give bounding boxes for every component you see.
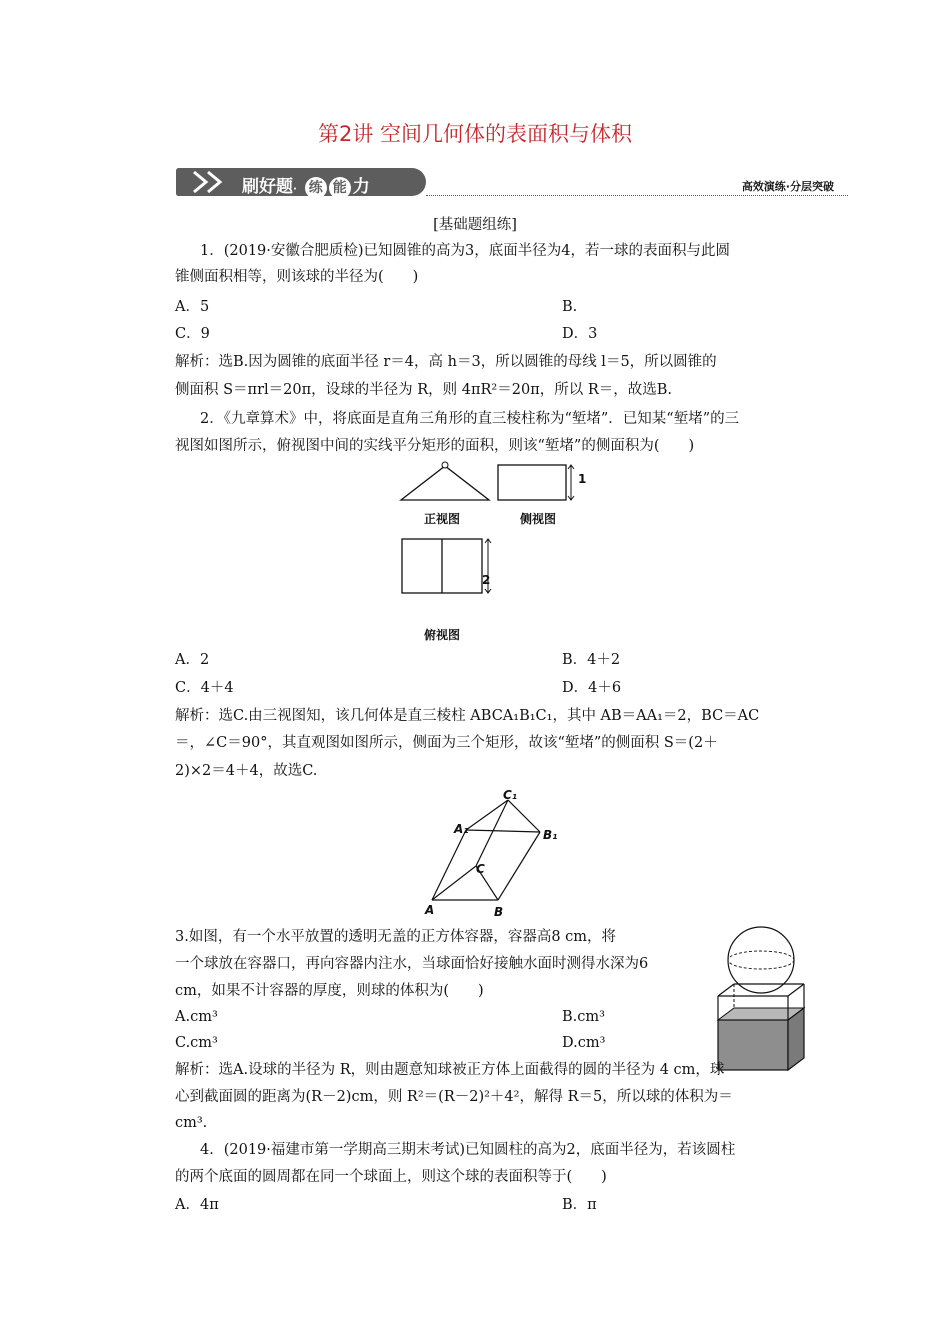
q4-line1: 4．(2019·福建市第一学期高三期末考试)已知圆柱的高为2，底面半径为，若该圆柱	[200, 1142, 736, 1158]
q3-option-b: B.cm³	[562, 1009, 605, 1025]
side-view-rect	[498, 465, 566, 500]
q3-line2: 一个球放在容器口，再向容器内注水，当球面恰好接触水面时测得水深为6	[175, 956, 649, 972]
q2-option-a: A．2	[175, 652, 210, 668]
q3-line3: cm，如果不计容器的厚度，则球的体积为( )	[175, 983, 484, 999]
q1-option-c: C．9	[175, 326, 210, 342]
q2-option-d: D．4＋6	[562, 680, 622, 696]
section-banner	[176, 166, 848, 200]
q4-option-a: A．4π	[175, 1197, 219, 1213]
banner-badge: 能	[329, 177, 351, 199]
q3-answer-line2: 心到截面圆的距离为(R－2)cm，则 R²＝(R－2)²＋4²，解得 R＝5，所以球的体积为＝	[175, 1089, 733, 1105]
top-view-label: 俯视图	[424, 628, 461, 642]
q1-option-b: B.	[562, 299, 578, 315]
q2-line2: 视图如图所示，俯视图中间的实线平分矩形的面积，则该“堑堵”的侧面积为( )	[175, 438, 695, 454]
q1-option-a: A．5	[175, 299, 210, 315]
label-c: C	[476, 862, 485, 876]
q1-line2: 锥侧面积相等，则该球的半径为( )	[175, 269, 419, 285]
double-chevron-icon	[190, 170, 236, 194]
label-b: B	[494, 905, 504, 919]
q2-line1: 2．《九章算术》中，将底面是直角三角形的直三棱柱称为“堑堵”．已知某“堑堵”的三	[200, 411, 740, 427]
top-view-dim: 2	[482, 573, 491, 587]
side-view-dim: 1	[578, 472, 587, 486]
q1-option-d: D．3	[562, 326, 598, 342]
label-a: A	[425, 903, 435, 917]
banner-divider	[426, 195, 848, 196]
front-view-label: 正视图	[424, 512, 461, 526]
q3-answer-line3: cm³.	[175, 1115, 208, 1131]
q3-option-c: C.cm³	[175, 1035, 218, 1051]
section-title: [基础题组练]	[433, 217, 517, 233]
label-c1: C₁	[503, 788, 518, 802]
banner-right-label: 高效演练·分层突破	[741, 180, 834, 193]
top-view-figure	[398, 535, 498, 597]
q3-option-d: D.cm³	[562, 1035, 606, 1051]
q3-option-a: A.cm³	[175, 1009, 218, 1025]
label-a1: A₁	[454, 822, 469, 836]
q4-option-b: B．π	[562, 1197, 597, 1213]
prism-figure	[420, 792, 580, 920]
q1-answer-line2: 侧面积 S＝πrl＝20π，设球的半径为 R，则 4πR²＝20π，所以 R＝，故选B.	[175, 382, 673, 398]
q2-answer-line2: ＝，∠C＝90°，其直观图如图所示，侧面为三个矩形，故该“堑堵”的侧面积 S＝(2＋	[175, 735, 718, 751]
banner-left-label: 刷好题	[242, 177, 293, 197]
front-view-triangle	[401, 466, 489, 500]
banner-badge: 力	[352, 177, 370, 197]
q2-answer-line1: 解析：选C.由三视图知，该几何体是直三棱柱 ABCA₁B₁C₁，其中 AB＝AA₁＝2，BC＝AC	[175, 708, 760, 724]
apex-mark	[442, 462, 448, 468]
banner-label: 刷好题· 练 能 力	[242, 177, 370, 197]
q2-option-c: C．4＋4	[175, 680, 234, 696]
q2-option-b: B．4＋2	[562, 652, 621, 668]
q2-answer-line3: 2)×2＝4＋4，故选C.	[175, 763, 318, 779]
label-b1: B₁	[543, 828, 558, 842]
q3-answer-line1: 解析：选A.设球的半径为 R，则由题意知球被正方体上面截得的圆的半径为 4 cm，球	[175, 1062, 725, 1078]
q4-line2: 的两个底面的圆周都在同一个球面上，则这个球的表面积等于( )	[175, 1169, 607, 1185]
q1-line1: 1．(2019·安徽合肥质检)已知圆锥的高为3，底面半径为4，若一球的表面积与此圆	[200, 243, 730, 259]
banner-badge: 练	[305, 177, 327, 199]
cube-sphere-figure	[712, 916, 812, 1076]
q3-line1: 3.如图，有一个水平放置的透明无盖的正方体容器，容器高8 cm，将	[175, 929, 617, 945]
side-view-label: 侧视图	[520, 512, 557, 526]
page-title: 第2讲 空间几何体的表面积与体积	[317, 122, 633, 146]
q1-answer-line1: 解析：选B.因为圆锥的底面半径 r＝4，高 h＝3，所以圆锥的母线 l＝5，所以圆锥的	[175, 354, 717, 370]
